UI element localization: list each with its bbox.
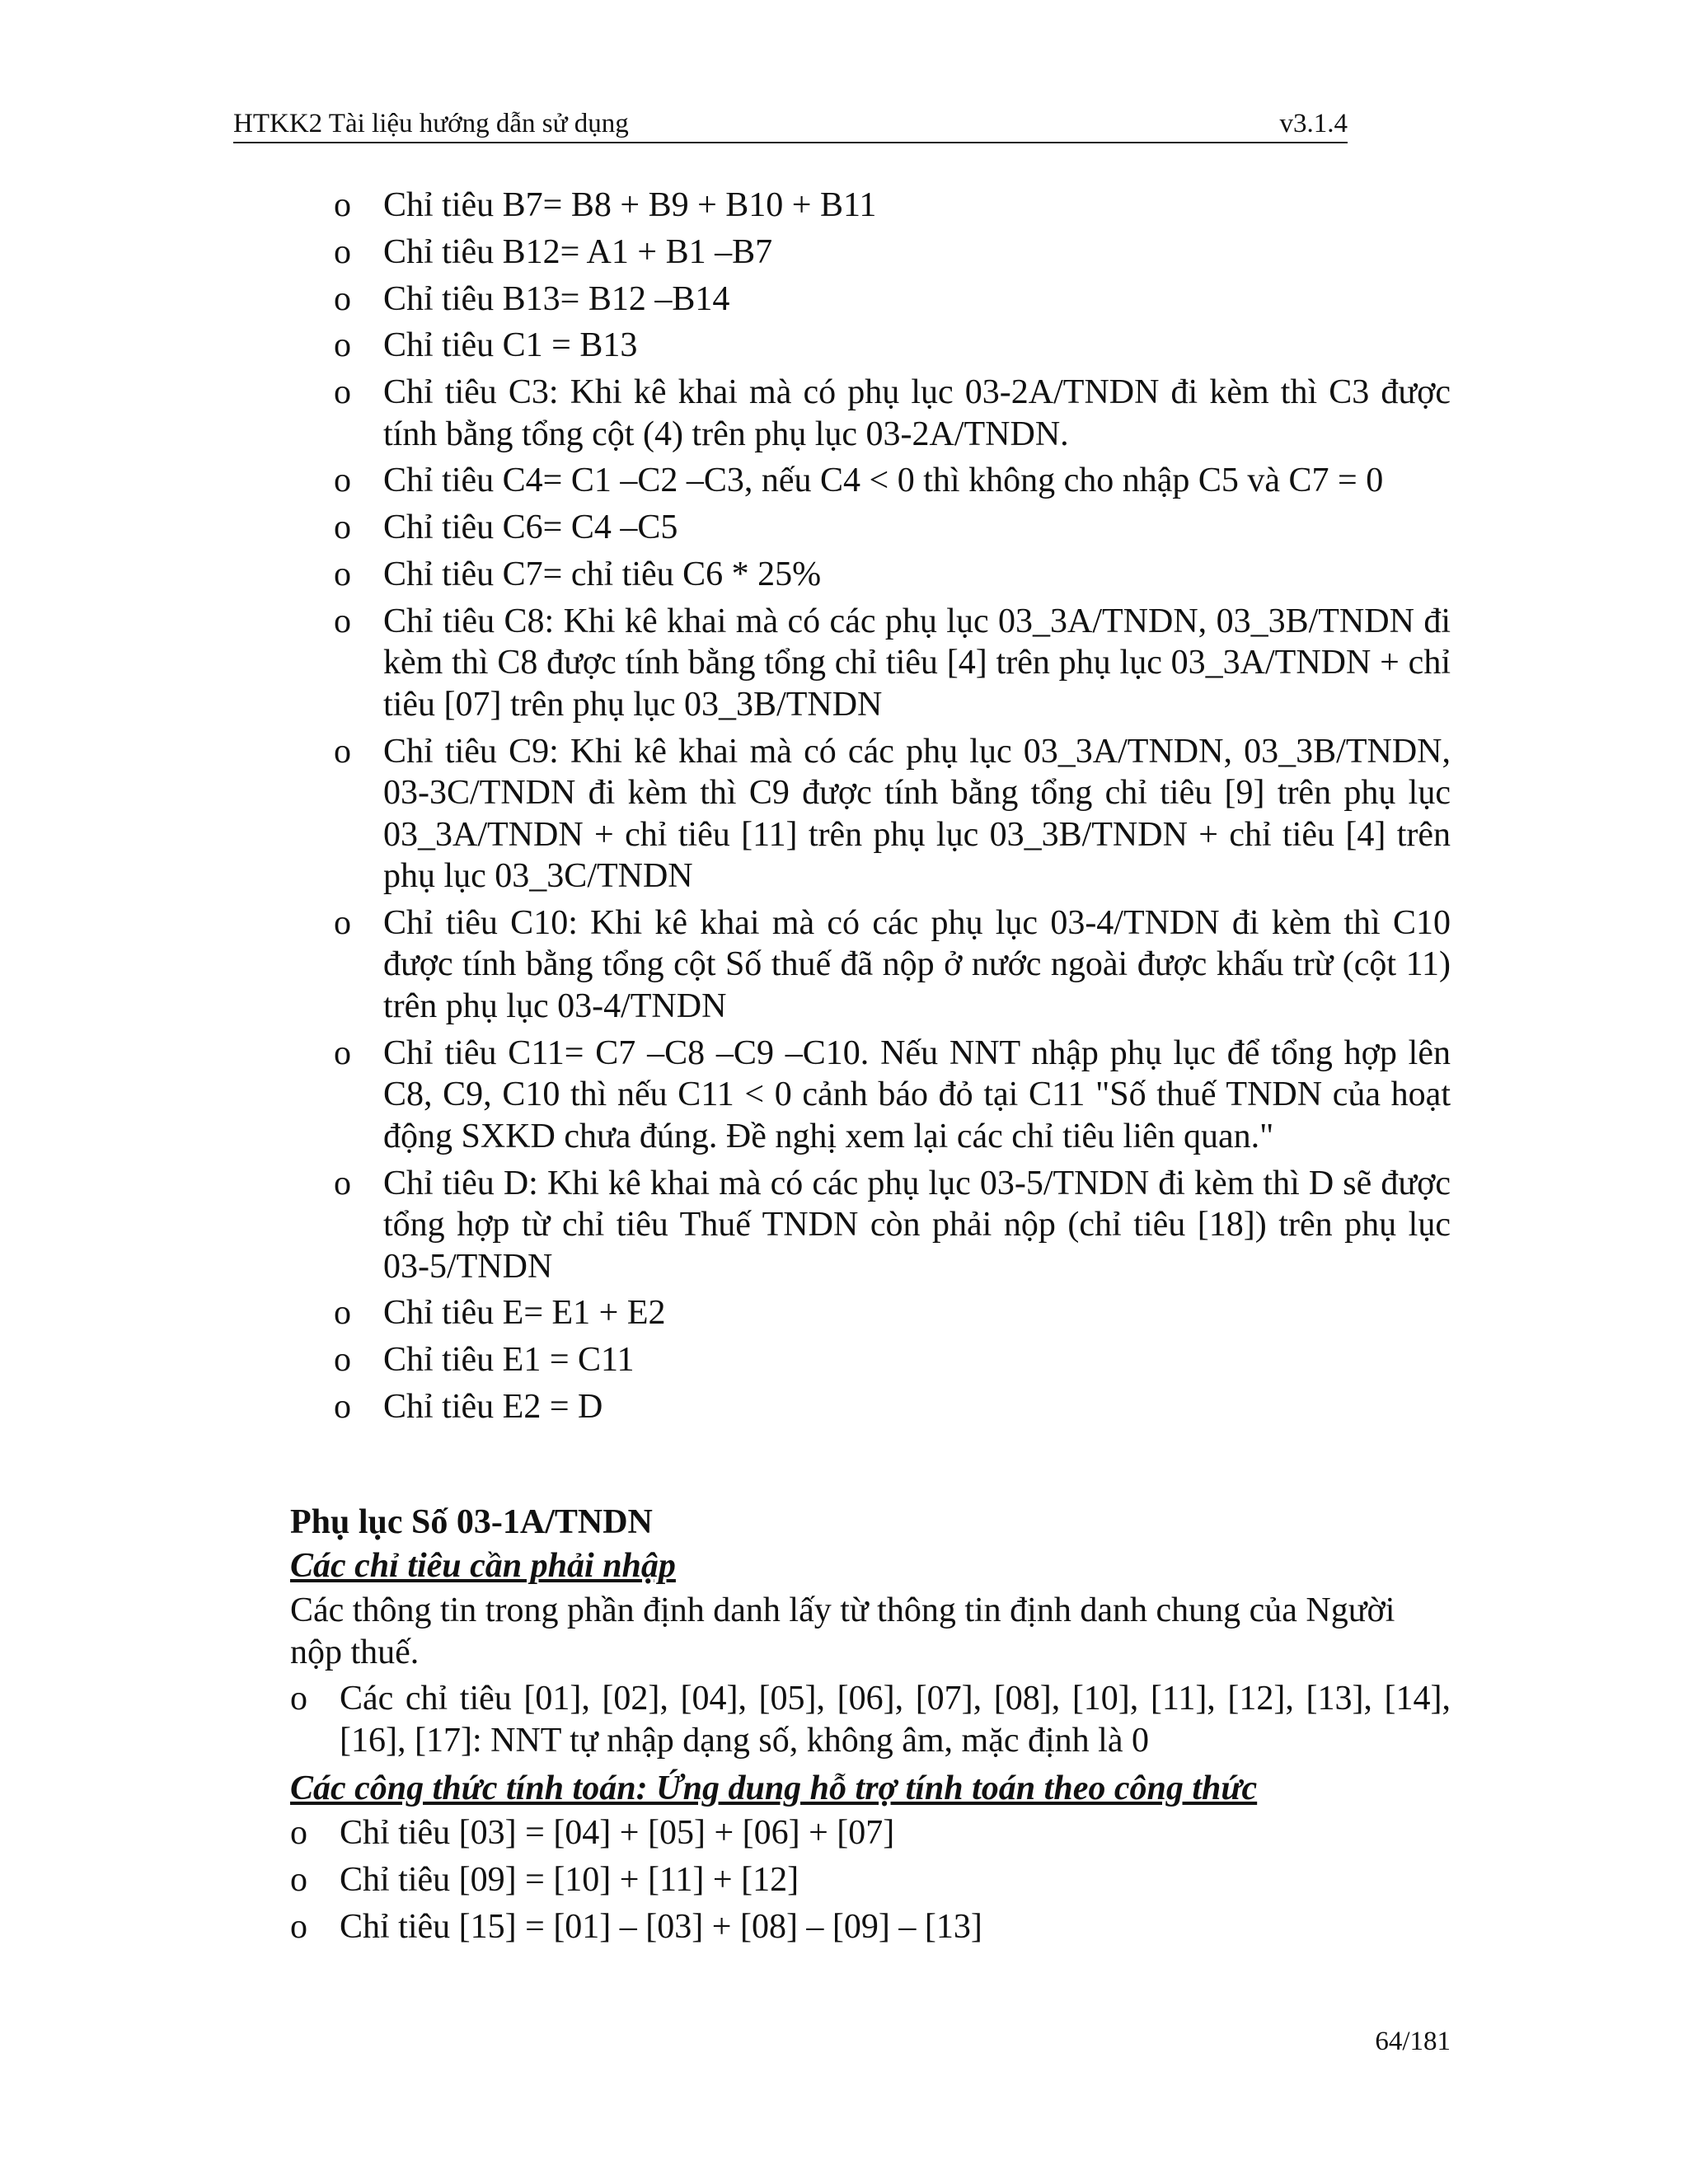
formula-heading: Các công thức tính toán: Ứng dung hỗ trợ tính toán theo công thức	[290, 1769, 1258, 1807]
list-item	[290, 1678, 1451, 1761]
bullet-icon: o	[290, 1907, 307, 1946]
formula-list-main	[334, 185, 1451, 1433]
list-item	[334, 902, 1451, 1028]
list-item	[334, 460, 1451, 502]
list-item-text: Chỉ tiêu C8: Khi kê khai mà có các phụ lục 03_3A/TNDN, 03_3B/TNDN đi kèm thì C8 được tính bằng tổng chỉ tiêu [4] trên phụ lục 03_3A/TNDN + chỉ tiêu [07] trên phụ lục 03_3B/TNDN	[383, 602, 1451, 724]
list-item-text: Chỉ tiêu [03] = [04] + [05] + [06] + [07]	[340, 1814, 895, 1852]
list-item	[290, 1859, 1451, 1901]
list-item-text: Chỉ tiêu E= E1 + E2	[383, 1294, 666, 1333]
bullet-icon: o	[290, 1860, 307, 1899]
list-item	[290, 1812, 1451, 1854]
list-item-text: Chỉ tiêu E1 = C11	[383, 1341, 635, 1380]
appendix-title: Phụ lục Số 03-1A/TNDN	[290, 1503, 653, 1541]
page-number: 64/181	[1375, 2027, 1451, 2056]
bullet-icon: o	[334, 555, 351, 594]
bullet-icon: o	[334, 903, 351, 942]
list-item	[334, 279, 1451, 321]
bullet-icon: o	[334, 732, 351, 771]
list-item-text: Chỉ tiêu C11= C7 –C8 –C9 –C10. Nếu NNT nhập phụ lục để tổng hợp lên C8, C9, C10 thì nếu C11 < 0 cảnh báo đỏ tại C11 "Số thuế TNDN của hoạt động SXKD chưa đúng. Đề nghị xem lại các chỉ tiêu liên quan."	[383, 1033, 1451, 1155]
document-version: v3.1.4	[1279, 109, 1348, 138]
document-title: HTKK2 Tài liệu hướng dẫn sử dụng	[233, 109, 629, 138]
list-item	[334, 1339, 1451, 1381]
list-item	[334, 1163, 1451, 1288]
list-item-text: Chỉ tiêu B7= B8 + B9 + B10 + B11	[383, 186, 877, 224]
list-item-text: Chỉ tiêu [09] = [10] + [11] + [12]	[340, 1860, 799, 1899]
list-item	[334, 325, 1451, 367]
bullet-icon: o	[334, 509, 351, 547]
required-fields-list	[290, 1678, 1451, 1766]
bullet-icon: o	[334, 462, 351, 500]
bullet-icon: o	[334, 1387, 351, 1426]
list-item-text: Các chỉ tiêu [01], [02], [04], [05], [06], [07], [08], [10], [11], [12], [13], [14], [16], [17]: NNT tự nhập dạng số, không âm, mặc định là 0	[340, 1680, 1451, 1760]
formula-list-appendix	[290, 1812, 1451, 1952]
list-item	[334, 1292, 1451, 1334]
list-item	[334, 1386, 1451, 1428]
bullet-icon: o	[334, 373, 351, 412]
list-item	[334, 601, 1451, 726]
bullet-icon: o	[334, 279, 351, 318]
bullet-icon: o	[334, 326, 351, 365]
list-item	[334, 731, 1451, 898]
intro-paragraph: Các thông tin trong phần định danh lấy từ thông tin định danh chung của Người nộp thuế.	[290, 1591, 1395, 1671]
required-fields-heading: Các chỉ tiêu cần phải nhập	[290, 1547, 676, 1585]
list-item-text: Chỉ tiêu [15] = [01] – [03] + [08] – [09] – [13]	[340, 1907, 982, 1946]
list-item	[334, 1033, 1451, 1158]
list-item	[334, 372, 1451, 455]
list-item-text: Chỉ tiêu C3: Khi kê khai mà có phụ lục 03-2A/TNDN đi kèm thì C3 được tính bằng tổng cột (4) trên phụ lục 03-2A/TNDN.	[383, 373, 1451, 453]
list-item	[334, 232, 1451, 274]
bullet-icon: o	[334, 1164, 351, 1202]
list-item	[334, 185, 1451, 227]
list-item-text: Chỉ tiêu C6= C4 –C5	[383, 509, 678, 547]
page-header	[233, 105, 1348, 143]
bullet-icon: o	[334, 1294, 351, 1333]
list-item-text: Chỉ tiêu B12= A1 + B1 –B7	[383, 232, 773, 271]
list-item-text: Chỉ tiêu C1 = B13	[383, 326, 638, 365]
bullet-icon: o	[334, 186, 351, 224]
bullet-icon: o	[334, 1341, 351, 1380]
list-item-text: Chỉ tiêu B13= B12 –B14	[383, 279, 730, 318]
list-item-text: Chỉ tiêu D: Khi kê khai mà có các phụ lục 03-5/TNDN đi kèm thì D sẽ được tổng hợp từ chỉ tiêu Thuế TNDN còn phải nộp (chỉ tiêu [18]) trên phụ lục 03-5/TNDN	[383, 1164, 1451, 1286]
list-item-text: Chỉ tiêu C4= C1 –C2 –C3, nếu C4 < 0 thì không cho nhập C5 và C7 = 0	[383, 462, 1384, 500]
list-item-text: Chỉ tiêu C10: Khi kê khai mà có các phụ lục 03-4/TNDN đi kèm thì C10 được tính bằng tổng cột Số thuế đã nộp ở nước ngoài được khấu trừ (cột 11) trên phụ lục 03-4/TNDN	[383, 903, 1451, 1025]
list-item-text: Chỉ tiêu C9: Khi kê khai mà có các phụ lục 03_3A/TNDN, 03_3B/TNDN, 03-3C/TNDN đi kèm thì C9 được tính bằng tổng chỉ tiêu [9] trên phụ lục 03_3A/TNDN + chỉ tiêu [11] trên phụ lục 03_3B/TNDN + chỉ tiêu [4] trên phụ lục 03_3C/TNDN	[383, 732, 1451, 896]
bullet-icon: o	[334, 232, 351, 271]
list-item-text: Chỉ tiêu E2 = D	[383, 1387, 603, 1426]
bullet-icon: o	[290, 1814, 307, 1852]
bullet-icon: o	[334, 1033, 351, 1072]
list-item	[334, 554, 1451, 596]
bullet-icon: o	[290, 1680, 307, 1718]
list-item	[334, 507, 1451, 549]
list-item	[290, 1906, 1451, 1948]
bullet-icon: o	[334, 602, 351, 640]
list-item-text: Chỉ tiêu C7= chỉ tiêu C6 * 25%	[383, 555, 822, 594]
